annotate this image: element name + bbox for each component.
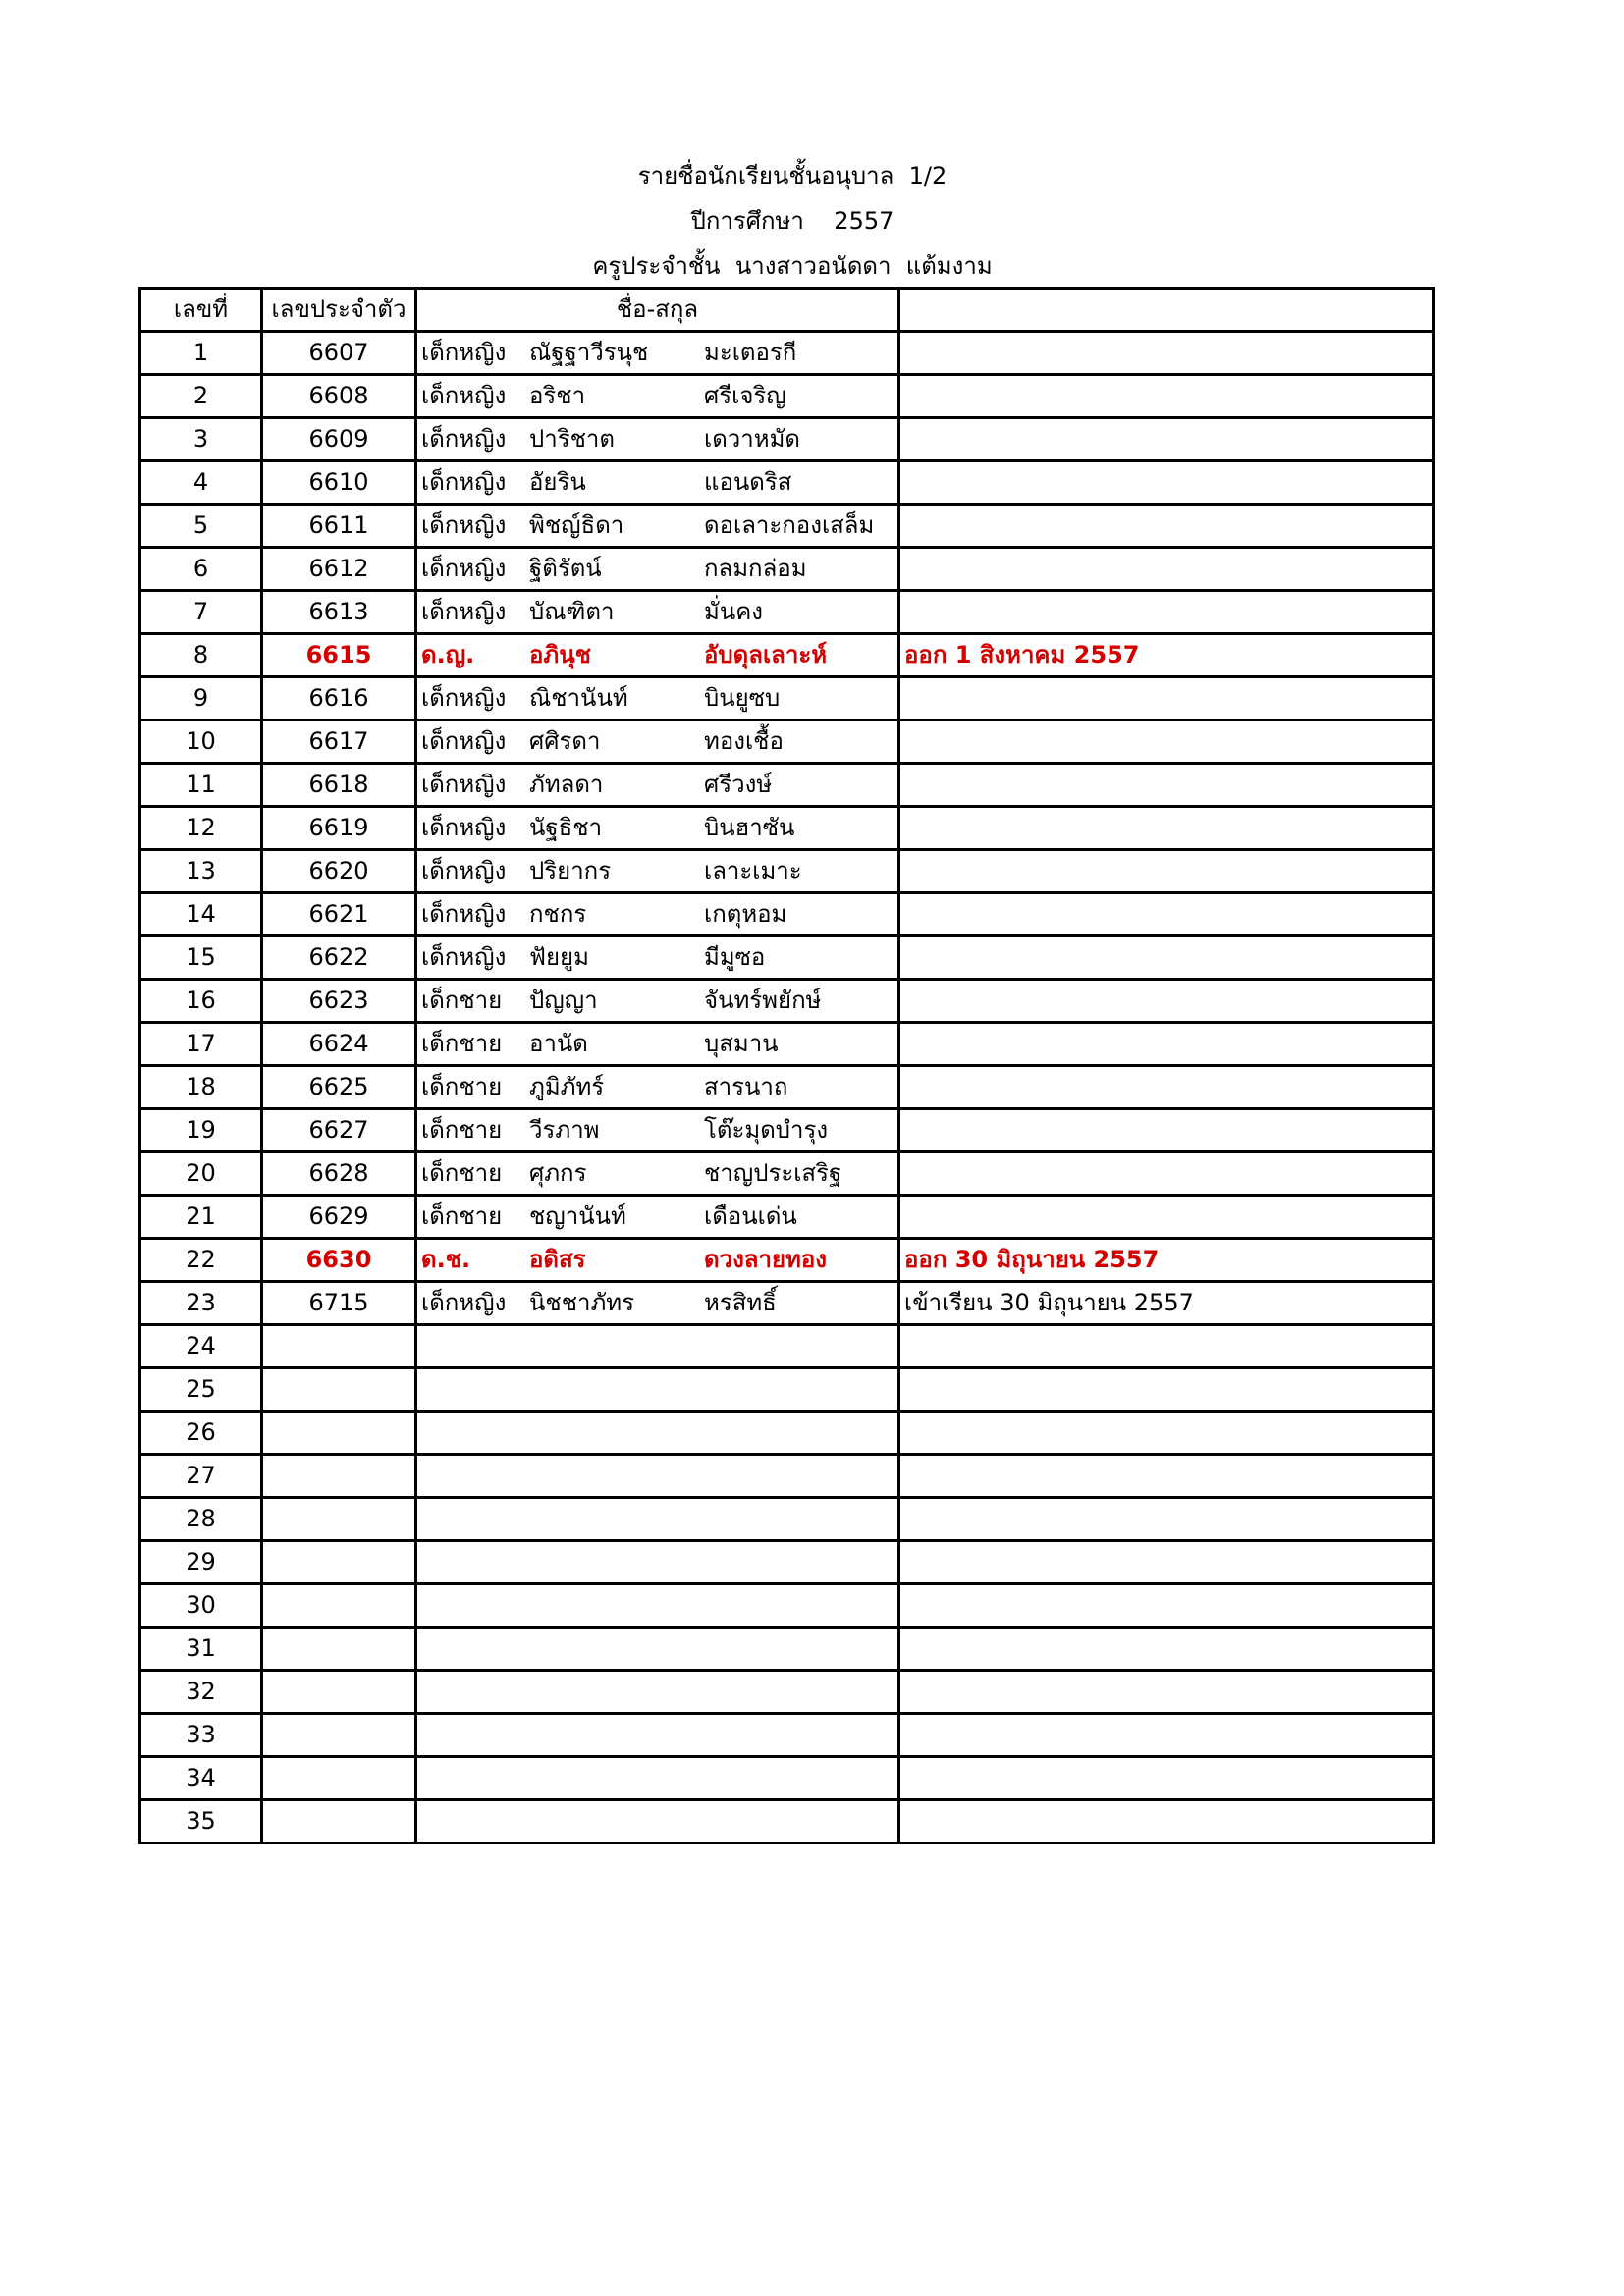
table-row	[140, 1023, 1434, 1066]
cell-note	[899, 1196, 1434, 1239]
last-name: หรสิทธิ์	[704, 1289, 777, 1316]
cell-number: 28	[140, 1498, 262, 1541]
cell-name	[416, 936, 899, 980]
table-row	[140, 980, 1434, 1023]
table-row	[140, 1628, 1434, 1671]
table-row	[140, 332, 1434, 375]
first-name: ชญานันท์	[529, 1202, 626, 1230]
cell-name	[416, 893, 899, 936]
last-name: บินยูซบ	[704, 684, 781, 712]
cell-name	[416, 980, 899, 1023]
last-name: สารนาถ	[704, 1073, 788, 1100]
cell-number: 3	[140, 418, 262, 461]
cell-number: 19	[140, 1109, 262, 1152]
cell-note	[899, 980, 1434, 1023]
cell-name	[416, 1714, 899, 1757]
cell-name	[416, 375, 899, 418]
cell-number: 16	[140, 980, 262, 1023]
cell-note	[899, 461, 1434, 505]
cell-note	[899, 1541, 1434, 1584]
cell-note	[899, 418, 1434, 461]
cell-student-id: 6627	[262, 1109, 416, 1152]
cell-name	[416, 1282, 899, 1325]
cell-name	[416, 1455, 899, 1498]
cell-number: 8	[140, 634, 262, 677]
table-header-row	[140, 289, 1434, 332]
table-row	[140, 591, 1434, 634]
table-row	[140, 721, 1434, 764]
cell-name	[416, 764, 899, 807]
name-prefix: เด็กหญิง	[421, 1289, 507, 1316]
cell-name	[416, 548, 899, 591]
column-header-note	[899, 289, 1434, 332]
first-name: อัยริน	[529, 468, 586, 496]
table-row	[140, 1196, 1434, 1239]
cell-note	[899, 1714, 1434, 1757]
first-name: อดิสร	[529, 1246, 586, 1273]
last-name: ชาญประเสริฐ	[704, 1159, 842, 1187]
table-row	[140, 1714, 1434, 1757]
first-name: อริชา	[529, 382, 586, 409]
cell-student-id: 6610	[262, 461, 416, 505]
cell-number: 5	[140, 505, 262, 548]
table-row	[140, 1368, 1434, 1412]
cell-note	[899, 893, 1434, 936]
name-prefix: เด็กหญิง	[421, 771, 507, 798]
cell-note	[899, 1368, 1434, 1412]
document-title: รายชื่อนักเรียนชั้นอนุบาล 1/2	[637, 162, 947, 189]
first-name: นัฐธิชา	[529, 814, 603, 841]
cell-note	[899, 548, 1434, 591]
cell-name	[416, 1066, 899, 1109]
first-name: บัณฑิตา	[529, 598, 615, 625]
cell-student-id: 6612	[262, 548, 416, 591]
table-row	[140, 1282, 1434, 1325]
table-row	[140, 1066, 1434, 1109]
student-roster-table	[138, 287, 1435, 1844]
cell-number: 1	[140, 332, 262, 375]
last-name: แอนดริส	[704, 468, 792, 496]
first-name: พิชญ์ธิดา	[529, 511, 624, 539]
cell-student-id: 6624	[262, 1023, 416, 1066]
table-row	[140, 1109, 1434, 1152]
cell-name	[416, 591, 899, 634]
last-name: บินฮาซัน	[704, 814, 795, 841]
cell-note	[899, 807, 1434, 850]
cell-note: ออก 30 มิถุนายน 2557	[899, 1239, 1434, 1282]
cell-student-id: 6615	[262, 634, 416, 677]
last-name: ศรีวงษ์	[704, 771, 773, 798]
last-name: มีมูซอ	[704, 943, 766, 971]
cell-name	[416, 1498, 899, 1541]
cell-note	[899, 1584, 1434, 1628]
cell-student-id: 6609	[262, 418, 416, 461]
cell-number: 17	[140, 1023, 262, 1066]
cell-student-id	[262, 1412, 416, 1455]
table-row	[140, 548, 1434, 591]
cell-name	[416, 461, 899, 505]
table-row	[140, 1325, 1434, 1368]
first-name: ณิชานันท์	[529, 684, 628, 712]
cell-name	[416, 1584, 899, 1628]
first-name: นิชชาภัทร	[529, 1289, 634, 1316]
cell-name	[416, 850, 899, 893]
table-row	[140, 1800, 1434, 1843]
cell-number: 35	[140, 1800, 262, 1843]
last-name: จันทร์พยักษ์	[704, 987, 822, 1014]
name-prefix: ด.ญ.	[421, 641, 475, 668]
cell-name	[416, 1757, 899, 1800]
first-name: ภัทลดา	[529, 771, 604, 798]
name-prefix: เด็กหญิง	[421, 339, 507, 366]
last-name: มะเตอรกี	[704, 339, 797, 366]
cell-student-id	[262, 1584, 416, 1628]
cell-name	[416, 1628, 899, 1671]
cell-note	[899, 1152, 1434, 1196]
column-header-name: ชื่อ-สกุล	[416, 289, 899, 332]
cell-note: ออก 1 สิงหาคม 2557	[899, 634, 1434, 677]
last-name: กลมกล่อม	[704, 555, 807, 582]
table-row	[140, 634, 1434, 677]
cell-student-id	[262, 1714, 416, 1757]
cell-name	[416, 505, 899, 548]
first-name: ปาริชาต	[529, 425, 615, 453]
academic-year: ปีการศึกษา 2557	[690, 207, 894, 235]
cell-note	[899, 1498, 1434, 1541]
name-prefix: เด็กหญิง	[421, 684, 507, 712]
name-prefix: เด็กชาย	[421, 1073, 503, 1100]
cell-number: 32	[140, 1671, 262, 1714]
table-row	[140, 764, 1434, 807]
name-prefix: เด็กชาย	[421, 1159, 503, 1187]
table-row	[140, 461, 1434, 505]
last-name: ดอเลาะกองเสล็ม	[704, 511, 875, 539]
first-name: ศุภกร	[529, 1159, 587, 1187]
name-prefix: เด็กหญิง	[421, 814, 507, 841]
cell-number: 2	[140, 375, 262, 418]
name-prefix: เด็กชาย	[421, 1202, 503, 1230]
cell-name	[416, 807, 899, 850]
cell-student-id: 6628	[262, 1152, 416, 1196]
first-name: อภินุช	[529, 641, 591, 668]
first-name: ศศิรดา	[529, 727, 601, 755]
cell-student-id: 6620	[262, 850, 416, 893]
last-name: อับดุลเลาะห์	[704, 641, 828, 668]
cell-student-id: 6617	[262, 721, 416, 764]
table-row	[140, 1757, 1434, 1800]
table-row	[140, 1584, 1434, 1628]
last-name: มั่นคง	[704, 598, 763, 625]
cell-name	[416, 1671, 899, 1714]
cell-student-id: 6621	[262, 893, 416, 936]
cell-note	[899, 1628, 1434, 1671]
cell-student-id	[262, 1628, 416, 1671]
table-row	[140, 1455, 1434, 1498]
cell-name	[416, 677, 899, 721]
cell-name	[416, 1196, 899, 1239]
name-prefix: เด็กชาย	[421, 1030, 503, 1057]
cell-note: เข้าเรียน 30 มิถุนายน 2557	[899, 1282, 1434, 1325]
table-row	[140, 850, 1434, 893]
table-row	[140, 893, 1434, 936]
first-name: ฟัยยูม	[529, 943, 589, 971]
name-prefix: เด็กหญิง	[421, 943, 507, 971]
last-name: เกตุหอม	[704, 900, 787, 928]
cell-note	[899, 1671, 1434, 1714]
roster-body	[140, 332, 1434, 1843]
name-prefix: เด็กชาย	[421, 1116, 503, 1144]
name-prefix: เด็กหญิง	[421, 900, 507, 928]
cell-name	[416, 418, 899, 461]
cell-name	[416, 721, 899, 764]
cell-name	[416, 332, 899, 375]
cell-number: 29	[140, 1541, 262, 1584]
cell-number: 22	[140, 1239, 262, 1282]
name-prefix: เด็กหญิง	[421, 382, 507, 409]
cell-note	[899, 1023, 1434, 1066]
last-name: ดวงลายทอง	[704, 1246, 827, 1273]
last-name: โต๊ะมุดบำรุง	[704, 1116, 829, 1144]
name-prefix: เด็กชาย	[421, 987, 503, 1014]
table-row	[140, 1152, 1434, 1196]
cell-note	[899, 936, 1434, 980]
cell-student-id: 6608	[262, 375, 416, 418]
cell-note	[899, 1066, 1434, 1109]
cell-number: 31	[140, 1628, 262, 1671]
table-row	[140, 1498, 1434, 1541]
cell-note	[899, 677, 1434, 721]
first-name: ณัฐฐาวีรนุช	[529, 339, 649, 366]
last-name: บุสมาน	[704, 1030, 779, 1057]
table-row	[140, 1412, 1434, 1455]
cell-student-id: 6625	[262, 1066, 416, 1109]
cell-number: 6	[140, 548, 262, 591]
name-prefix: เด็กหญิง	[421, 857, 507, 884]
cell-number: 27	[140, 1455, 262, 1498]
cell-student-id	[262, 1671, 416, 1714]
cell-student-id	[262, 1455, 416, 1498]
table-row	[140, 1671, 1434, 1714]
cell-student-id: 6613	[262, 591, 416, 634]
table-row	[140, 807, 1434, 850]
table-row	[140, 1541, 1434, 1584]
document-header	[0, 153, 1585, 289]
cell-number: 18	[140, 1066, 262, 1109]
cell-name	[416, 1109, 899, 1152]
last-name: เลาะเมาะ	[704, 857, 802, 884]
last-name: เดือนเด่น	[704, 1202, 797, 1230]
first-name: กชกร	[529, 900, 587, 928]
cell-name	[416, 1541, 899, 1584]
column-header-number: เลขที่	[140, 289, 262, 332]
cell-student-id: 6623	[262, 980, 416, 1023]
cell-note	[899, 764, 1434, 807]
cell-note	[899, 1800, 1434, 1843]
table-row	[140, 677, 1434, 721]
cell-student-id: 6618	[262, 764, 416, 807]
first-name: วีรภาพ	[529, 1116, 600, 1144]
cell-number: 14	[140, 893, 262, 936]
cell-student-id	[262, 1325, 416, 1368]
first-name: ภูมิภัทร์	[529, 1073, 605, 1100]
name-prefix: เด็กหญิง	[421, 727, 507, 755]
cell-number: 7	[140, 591, 262, 634]
first-name: ปริยากร	[529, 857, 612, 884]
cell-student-id: 6607	[262, 332, 416, 375]
name-prefix: เด็กหญิง	[421, 425, 507, 453]
cell-number: 12	[140, 807, 262, 850]
table-row	[140, 936, 1434, 980]
cell-number: 25	[140, 1368, 262, 1412]
cell-note	[899, 1109, 1434, 1152]
cell-student-id: 6629	[262, 1196, 416, 1239]
first-name: ปัญญา	[529, 987, 598, 1014]
cell-student-id: 6611	[262, 505, 416, 548]
cell-number: 34	[140, 1757, 262, 1800]
cell-number: 21	[140, 1196, 262, 1239]
name-prefix: เด็กหญิง	[421, 555, 507, 582]
last-name: เดวาหมัด	[704, 425, 800, 453]
cell-note	[899, 1455, 1434, 1498]
cell-number: 15	[140, 936, 262, 980]
cell-student-id	[262, 1800, 416, 1843]
last-name: ศรีเจริญ	[704, 382, 786, 409]
cell-name	[416, 1412, 899, 1455]
last-name: ทองเชื้อ	[704, 727, 784, 755]
cell-number: 13	[140, 850, 262, 893]
cell-number: 9	[140, 677, 262, 721]
cell-note	[899, 850, 1434, 893]
table-row	[140, 1239, 1434, 1282]
cell-number: 10	[140, 721, 262, 764]
cell-number: 26	[140, 1412, 262, 1455]
name-prefix: เด็กหญิง	[421, 511, 507, 539]
table-row	[140, 375, 1434, 418]
cell-student-id: 6622	[262, 936, 416, 980]
cell-number: 23	[140, 1282, 262, 1325]
cell-number: 30	[140, 1584, 262, 1628]
cell-note	[899, 721, 1434, 764]
cell-student-id: 6616	[262, 677, 416, 721]
cell-name	[416, 1368, 899, 1412]
table-row	[140, 418, 1434, 461]
cell-number: 4	[140, 461, 262, 505]
cell-student-id	[262, 1498, 416, 1541]
cell-name	[416, 1800, 899, 1843]
cell-number: 24	[140, 1325, 262, 1368]
table-row	[140, 505, 1434, 548]
cell-note	[899, 1412, 1434, 1455]
cell-student-id	[262, 1757, 416, 1800]
cell-name	[416, 1239, 899, 1282]
cell-student-id	[262, 1368, 416, 1412]
cell-name	[416, 1023, 899, 1066]
first-name: อานัด	[529, 1030, 588, 1057]
cell-note	[899, 505, 1434, 548]
cell-note	[899, 1757, 1434, 1800]
name-prefix: เด็กหญิง	[421, 468, 507, 496]
cell-number: 33	[140, 1714, 262, 1757]
name-prefix: ด.ช.	[421, 1246, 471, 1273]
class-teacher: ครูประจำชั้น นางสาวอนัดดา แต้มงาม	[592, 252, 993, 280]
cell-name	[416, 634, 899, 677]
column-header-student-id: เลขประจำตัว	[262, 289, 416, 332]
cell-note	[899, 591, 1434, 634]
cell-number: 20	[140, 1152, 262, 1196]
cell-student-id: 6630	[262, 1239, 416, 1282]
cell-name	[416, 1325, 899, 1368]
name-prefix: เด็กหญิง	[421, 598, 507, 625]
cell-student-id	[262, 1541, 416, 1584]
cell-note	[899, 332, 1434, 375]
cell-student-id: 6619	[262, 807, 416, 850]
first-name: ฐิติรัตน์	[529, 555, 602, 582]
cell-note	[899, 375, 1434, 418]
cell-number: 11	[140, 764, 262, 807]
cell-student-id: 6715	[262, 1282, 416, 1325]
cell-name	[416, 1152, 899, 1196]
cell-note	[899, 1325, 1434, 1368]
